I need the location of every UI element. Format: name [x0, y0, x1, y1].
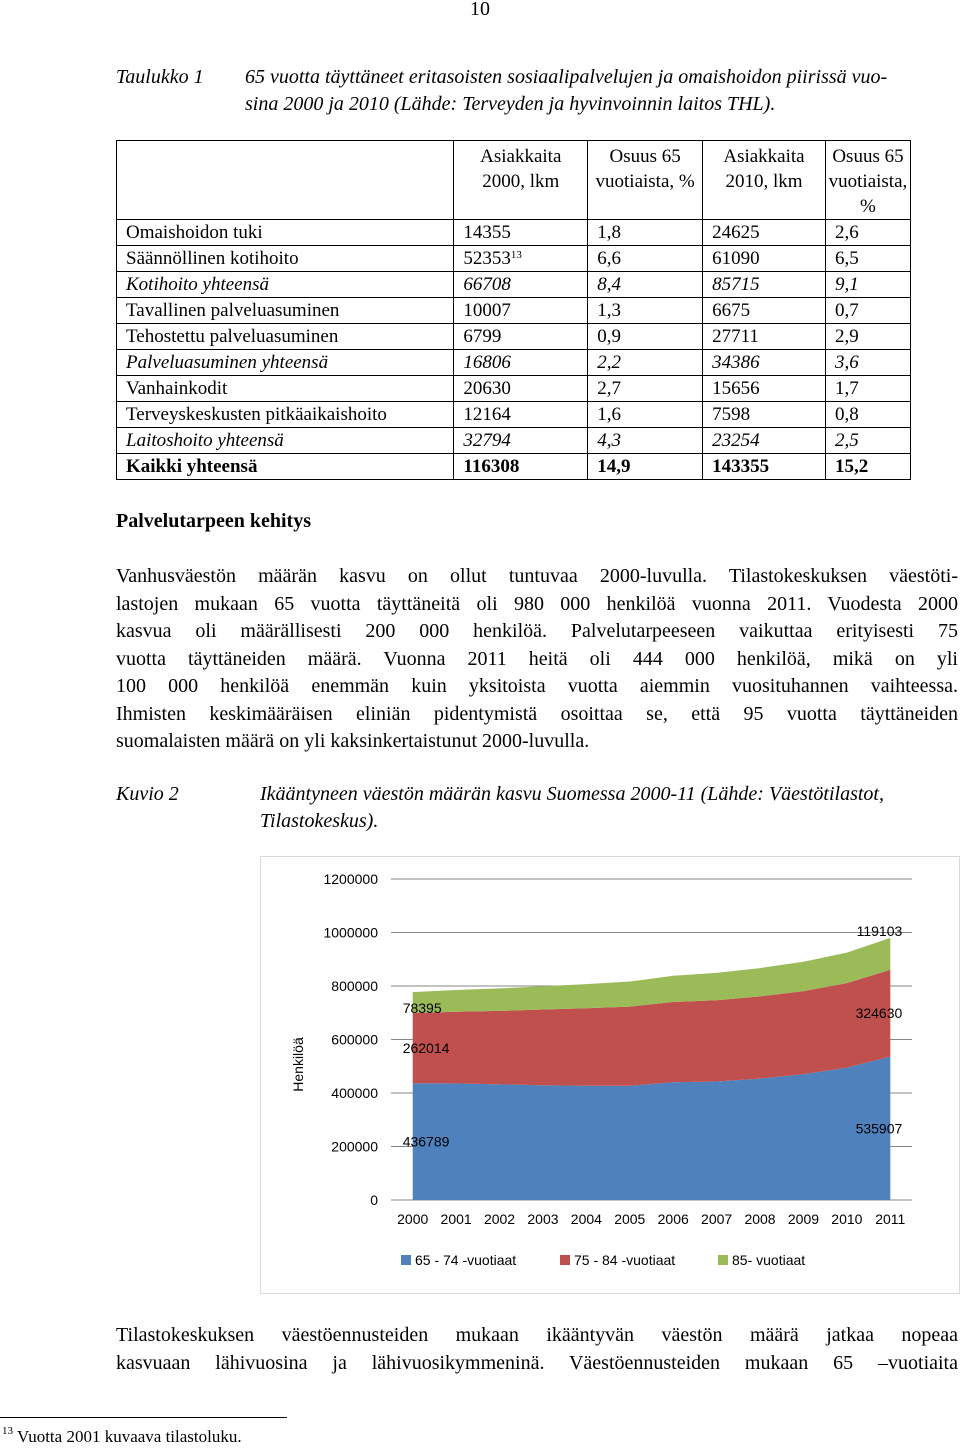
- x-tick-label: 2004: [570, 1211, 602, 1227]
- paragraph-line: Tilastokeskuksen väestöennusteiden mukaan ikääntyvän väestön määrä jatkaa nopeaa: [116, 1324, 958, 1346]
- x-tick-label: 2003: [527, 1211, 559, 1227]
- clients-2010-cell: 143355: [703, 454, 826, 480]
- share-2000-cell: 1,3: [588, 298, 703, 324]
- table-row: [117, 428, 911, 454]
- share-2010-cell: 2,9: [825, 324, 910, 350]
- clients-2010-cell: 27711: [703, 324, 826, 350]
- population-chart-svg: [261, 857, 959, 1293]
- table-header-cell: Osuus 65 vuotiaista, %: [588, 141, 703, 220]
- row-label-cell: Kotihoito yhteensä: [117, 272, 454, 298]
- clients-2010-cell: 61090: [703, 246, 826, 272]
- table-row: [117, 220, 911, 246]
- paragraph-line: kasvuaan lähivuosina ja lähivuosikymmeninä. Väestöennusteiden mukaan 65 –vuotiaita: [116, 1351, 958, 1374]
- share-2000-cell: 1,8: [588, 220, 703, 246]
- data-label: 78395: [402, 1000, 442, 1017]
- share-2000-cell: 0,9: [588, 324, 703, 350]
- clients-2010-cell: 85715: [703, 272, 826, 298]
- table-caption-line: 65 vuotta täyttäneet eritasoisten sosiaalipalvelujen ja omaishoidon piirissä vuo-: [245, 66, 888, 88]
- x-tick-label: 2000: [397, 1211, 429, 1227]
- share-2010-cell: 6,5: [825, 246, 910, 272]
- page-number: 10: [470, 0, 490, 20]
- share-2010-cell: 9,1: [825, 272, 910, 298]
- clients-2010-cell: 24625: [703, 220, 826, 246]
- share-2000-cell: 2,2: [588, 350, 703, 376]
- y-tick-label: 1200000: [323, 871, 378, 887]
- legend-entry: 65 - 74 -vuotiaat: [415, 1252, 517, 1268]
- legend-entry: 85- vuotiaat: [732, 1252, 806, 1268]
- clients-2010-cell: 15656: [703, 376, 826, 402]
- paragraph-1: [116, 563, 958, 756]
- share-2010-cell: 1,7: [825, 376, 910, 402]
- legend-swatch: [560, 1255, 570, 1265]
- x-tick-label: 2007: [701, 1211, 733, 1227]
- data-label: 262014: [402, 1040, 450, 1057]
- share-2010-cell: 0,7: [825, 298, 910, 324]
- paragraph-line: suomalaisten määrä on yli kaksinkertaistunut 2000-luvulla.: [116, 730, 590, 752]
- clients-2000-cell: 20630: [454, 376, 588, 402]
- table-header-cell: [117, 141, 454, 220]
- legend-swatch: [401, 1255, 411, 1265]
- section-heading: Palvelutarpeen kehitys: [116, 510, 311, 532]
- share-2000-cell: 6,6: [588, 246, 703, 272]
- x-tick-label: 2011: [875, 1211, 906, 1227]
- clients-2010-cell: 6675: [703, 298, 826, 324]
- share-2000-cell: 8,4: [588, 272, 703, 298]
- data-label: 119103: [856, 922, 903, 939]
- table-header-cell: Asiakkaita 2010, lkm: [703, 141, 826, 220]
- y-tick-label: 200000: [331, 1138, 378, 1155]
- share-2000-cell: 2,7: [588, 376, 703, 402]
- share-2010-cell: 2,6: [825, 220, 910, 246]
- table-caption-line: sina 2000 ja 2010 (Lähde: Terveyden ja hyvinvoinnin laitos THL).: [245, 93, 776, 115]
- table-row: [117, 402, 911, 428]
- table-row: [117, 298, 911, 324]
- row-label-cell: Tavallinen palveluasuminen: [117, 298, 454, 324]
- paragraph-line: 100 000 henkilöä enemmän kuin yksitoista vuotta aiemmin vuosituhannen vaihteessa.: [116, 675, 958, 697]
- clients-2000-cell: 10007: [454, 298, 588, 324]
- share-2010-cell: 0,8: [825, 402, 910, 428]
- clients-2000-cell: 66708: [454, 272, 588, 298]
- paragraph-line: kasvua oli määrällisesti 200 000 henkilöä. Palvelutarpeeseen vaikuttaa erityisesti 75: [116, 620, 958, 642]
- share-2000-cell: 4,3: [588, 428, 703, 454]
- share-2010-cell: 2,5: [825, 428, 910, 454]
- clients-2000-cell: 116308: [454, 454, 588, 480]
- clients-2000-cell: 6799: [454, 324, 588, 350]
- paragraph-line: Vanhusväestön määrän kasvu on ollut tuntuvaa 2000-luvulla. Tilastokeskuksen väestöti-: [116, 565, 958, 587]
- x-tick-label: 2002: [483, 1211, 516, 1227]
- row-label-cell: Tehostettu palveluasuminen: [117, 324, 454, 350]
- y-tick-label: 1000000: [323, 924, 378, 941]
- clients-2000-cell: 12164: [454, 402, 588, 428]
- footnote-text: Vuotta 2001 kuvaava tilastoluku.: [16, 1427, 242, 1446]
- row-label-cell: Vanhainkodit: [117, 376, 454, 402]
- footnote: [2, 1427, 242, 1447]
- x-tick-label: 2010: [831, 1211, 863, 1227]
- x-tick-label: 2005: [614, 1211, 646, 1227]
- share-2000-cell: 14,9: [588, 454, 703, 480]
- clients-2010-cell: 23254: [703, 428, 826, 454]
- x-tick-label: 2001: [440, 1211, 472, 1227]
- data-label: 324630: [855, 1005, 903, 1022]
- paragraph-line: lastojen mukaan 65 vuotta täyttäneitä oli 980 000 henkilöä vuonna 2011. Vuodesta 2000: [116, 592, 958, 615]
- y-tick-label: 800000: [331, 978, 378, 994]
- figure-caption-text: [260, 781, 960, 835]
- x-tick-label: 2009: [787, 1211, 820, 1227]
- legend-swatch: [718, 1255, 728, 1265]
- figure-caption-line: Ikääntyneen väestön määrän kasvu Suomessa 2000-11 (Lähde: Väestötilastot,: [260, 783, 884, 805]
- y-tick-label: 600000: [331, 1031, 378, 1048]
- x-tick-label: 2008: [744, 1211, 776, 1227]
- share-2010-cell: 3,6: [825, 350, 910, 376]
- population-chart: [260, 856, 960, 1294]
- clients-2010-cell: 7598: [703, 402, 826, 428]
- clients-2010-cell: 34386: [703, 350, 826, 376]
- paragraph-2: [116, 1322, 958, 1377]
- table-row: [117, 246, 911, 272]
- figure-caption-label: Kuvio 2: [116, 783, 179, 805]
- table-caption-label: Taulukko 1: [116, 66, 204, 88]
- row-label-cell: Palveluasuminen yhteensä: [117, 350, 454, 376]
- table-row: [117, 350, 911, 376]
- figure-caption-line: Tilastokeskus).: [260, 810, 379, 832]
- table-row: [117, 272, 911, 298]
- legend-entry: 75 - 84 -vuotiaat: [574, 1252, 676, 1268]
- table-caption-text: [245, 64, 958, 118]
- table-row: [117, 376, 911, 402]
- y-axis-label: Henkilöä: [290, 1037, 306, 1092]
- x-tick-label: 2006: [657, 1211, 689, 1227]
- row-label-cell: Terveyskeskusten pitkäaikaishoito: [117, 402, 454, 428]
- row-label-cell: Laitoshoito yhteensä: [117, 428, 454, 454]
- share-2000-cell: 1,6: [588, 402, 703, 428]
- footnote-rule: [0, 1417, 287, 1418]
- share-2010-cell: 15,2: [825, 454, 910, 480]
- row-label-cell: Omaishoidon tuki: [117, 220, 454, 246]
- table-row: [117, 324, 911, 350]
- row-label-cell: Säännöllinen kotihoito: [117, 246, 454, 272]
- data-label: 535907: [855, 1120, 903, 1137]
- clients-2000-cell: 52353$^{13}$: [454, 246, 588, 272]
- paragraph-line: vuotta täyttäneiden määrä. Vuonna 2011 heitä oli 444 000 henkilöä, mikä on yli: [116, 647, 958, 670]
- clients-2000-cell: 32794: [454, 428, 588, 454]
- footnote-reference: 13: [510, 249, 522, 261]
- row-label-cell: Kaikki yhteensä: [117, 454, 454, 480]
- clients-2000-cell: 16806: [454, 350, 588, 376]
- clients-2000-cell: 14355: [454, 220, 588, 246]
- y-tick-label: 0: [370, 1192, 378, 1208]
- footnote-number: 13: [2, 1425, 13, 1437]
- table-row: [117, 454, 911, 480]
- clients-table: [116, 140, 911, 480]
- paragraph-line: Ihmisten keskimääräisen eliniän pidentymistä osoittaa se, että 95 vuotta täyttäneiden: [116, 702, 958, 725]
- table-header-cell: Osuus 65 vuotiaista, %: [825, 141, 910, 220]
- table-header-cell: Asiakkaita 2000, lkm: [454, 141, 588, 220]
- y-tick-label: 400000: [331, 1085, 378, 1101]
- data-label: 436789: [402, 1133, 450, 1150]
- table-header-row: [117, 141, 911, 220]
